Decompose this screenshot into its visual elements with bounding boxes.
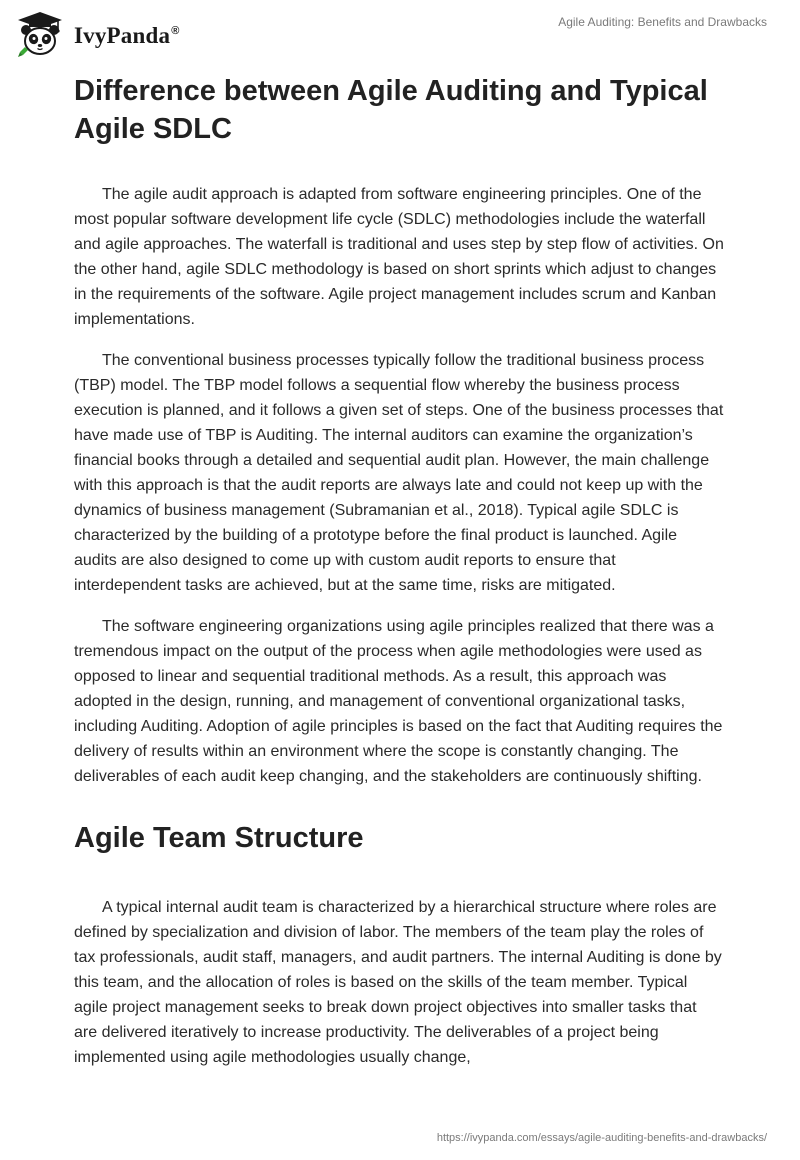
section-heading: Agile Team Structure: [74, 822, 364, 854]
paragraph: A typical internal audit team is characterized by a hierarchical structure where roles are defined by specialization and division of labor. The members of the team play the roles of tax professionals, audit staff, managers, and audit partners. The internal Auditing is done by this team, and the allocation of roles is based on the skills of the team member. Typical agile project management seeks to break down project objectives into smaller tasks that are delivered iteratively to increase productivity. The deliverables of a project being implemented using agile methodologies usually change,: [74, 899, 722, 1066]
source-url[interactable]: https://ivypanda.com/essays/agile-auditing-benefits-and-drawbacks/: [436, 1132, 767, 1144]
section-heading: Difference between Agile Auditing and Typical Agile SDLC: [74, 75, 708, 145]
article-body: [74, 72, 724, 1086]
paragraph: The agile audit approach is adapted from software engineering principles. One of the most popular software development life cycle (SDLC) methodologies include the waterfall and agile approaches. The waterfall is traditional and uses step by step flow of activities. On the other hand, agile SDLC methodology is based on short sprints which adjust to changes in the requirements of the software. Agile project management includes scrum and Kanban implementations.: [74, 186, 724, 328]
registered-mark: ®: [171, 25, 180, 38]
paragraph: The conventional business processes typically follow the traditional business process (TBP) model. The TBP model follows a sequential flow whereby the business process execution is planned, and it follows a given set of steps. One of the business processes that have made use of TBP is Auditing. The internal auditors can examine the organization’s financial books through a detailed and sequential audit plan. However, the main challenge with this approach is that the audit reports are always late and could not keep up with the dynamics of business management (Subramanian et al., 2018). Typical agile SDLC is characterized by the building of a prototype before the final product is launched. Agile audits are also designed to come up with custom audit reports to ensure that interdependent tasks are achieved, but at the same time, risks are mitigated.: [74, 352, 724, 594]
document-title: Agile Auditing: Benefits and Drawbacks: [558, 15, 767, 29]
panda-icon: [12, 8, 68, 64]
paragraph: The software engineering organizations using agile principles realized that there was a tremendous impact on the output of the process when agile methodologies were used as opposed to linear and sequential traditional methods. As a result, this approach was adopted in the design, running, and management of conventional organizational tasks, including Auditing. Adoption of agile principles is based on the fact that Auditing requires the delivery of results within an environment where the scope is constantly changing. The deliverables of each audit keep changing, and the stakeholders are continuously shifting.: [74, 618, 723, 785]
page-header: [0, 0, 800, 70]
brand-name: IvyPanda®: [74, 23, 180, 48]
brand-logo[interactable]: [12, 8, 180, 64]
